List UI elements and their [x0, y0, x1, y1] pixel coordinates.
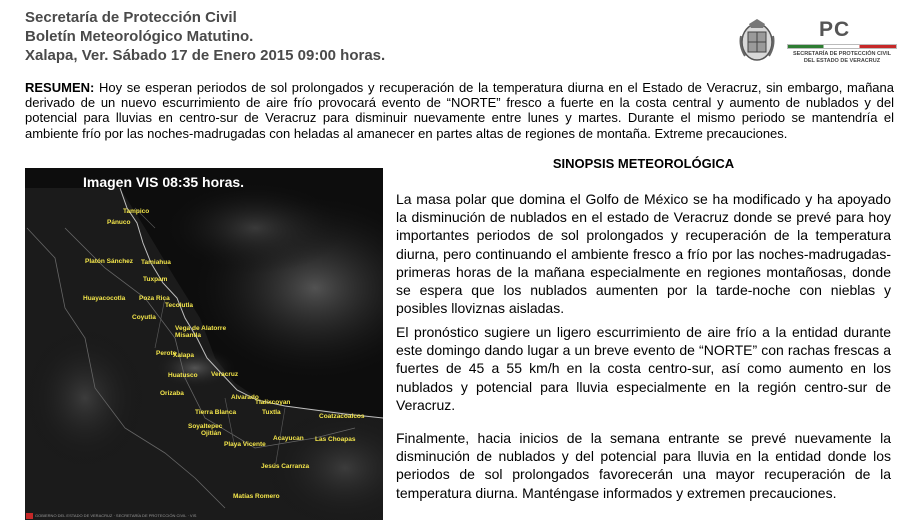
- town-label: Xalapa: [173, 352, 194, 359]
- town-label: Ojitlán: [201, 430, 222, 437]
- town-label: Acayucan: [273, 435, 304, 442]
- town-label: Tamiahua: [141, 259, 171, 266]
- town-label: Misantla: [175, 332, 202, 339]
- town-label: Coyutla: [132, 314, 156, 321]
- town-label: Matías Romero: [233, 493, 280, 500]
- pc-logo-tricolor-bar: [787, 44, 897, 49]
- summary-paragraph: [25, 80, 894, 141]
- bulletin-name: Boletín Meteorológico Matutino.: [25, 28, 254, 45]
- agency-name: Secretaría de Protección Civil: [25, 9, 237, 26]
- satellite-map-graphic: [25, 168, 383, 520]
- pc-logo: [787, 18, 897, 65]
- agency-mark-icon: [26, 513, 33, 519]
- pc-logo-subtitle: SECRETARÍA DE PROTECCIÓN CIVIL DEL ESTADO DE VERACRUZ: [792, 51, 892, 64]
- town-label: Tierra Blanca: [195, 409, 237, 416]
- summary-label: RESUMEN:: [25, 80, 95, 95]
- synopsis-paragraph-3: Finalmente, hacia inicios de la semana entrante se prevé nuevamente la disminución de nublados y del potencial para lluvia en la entidad donde los periodos de sol prolongados favorecerán una mayor recuperación de la temperatura diurna. Manténgase informados y extremen precauciones.: [396, 430, 891, 501]
- satellite-image: [25, 168, 383, 520]
- bulletin-header: [25, 8, 385, 65]
- town-label: Orizaba: [160, 390, 184, 397]
- town-label: Perote: [156, 350, 177, 357]
- town-label: Vega de Alatorre: [175, 325, 227, 332]
- town-label: Tuxpam: [143, 276, 168, 283]
- image-caption: Imagen VIS 08:35 horas.: [83, 174, 245, 190]
- town-label: Jesús Carranza: [261, 463, 310, 470]
- synopsis-paragraph-1: La masa polar que domina el Golfo de México se ha modificado y ha apoyado la disminución de nublados en el estado de Veracruz donde se prevé para hoy importantes periodos de sol prolongados y recuperación de la temperatura diurna, pero continuando el ambiente fresco a frío por las noches-madrugadas-primeras horas de la mañana especialmente en regiones montañosas, donde se espera que los nublados aumenten por la tarde-noche con nieblas y posibles lloviznas aisladas.: [396, 191, 891, 317]
- town-label: Playa Vicente: [224, 441, 266, 448]
- synopsis-paragraph-2: El pronóstico sugiere un ligero escurrimiento de aire frío a la entidad durante este domingo dando lugar a un breve evento de “NORTE” con rachas frescas a fuertes de 45 a 55 km/h en la costa centro-sur, así como aumento en los nublados y potencial para lluvia especialmente en la región centro-sur de Veracruz.: [396, 324, 891, 413]
- town-label: Huatusco: [168, 372, 198, 379]
- town-label: Tecolutla: [165, 302, 194, 309]
- town-label: Veracruz: [211, 371, 239, 378]
- image-credit: GOBIERNO DEL ESTADO DE VERACRUZ · SECRETARÍA DE PROTECCIÓN CIVIL · VIS: [35, 513, 197, 518]
- town-label: Las Choapas: [315, 436, 356, 443]
- logos: [735, 16, 905, 68]
- town-label: Tampico: [123, 208, 150, 215]
- summary-text: Hoy se esperan periodos de sol prolongados y recuperación de la temperatura diurna en el Estado de Veracruz, sin embargo, mañana derivado de un nuevo escurrimiento de aire frío provocará evento de “NORTE” fresco a fuerte en la costa central y aumento de nublados y del potencial para lluvias en centro-sur de Veracruz para disminuir nuevamente entre lunes y martes. Durante el mismo periodo se mantendría el ambiente frío por las noches-madrugadas con heladas al amanecer en partes altas de regiones de montaña. Extreme precauciones.: [25, 80, 894, 141]
- town-label: Coatzacoalcos: [319, 413, 365, 420]
- bulletin-date: Xalapa, Ver. Sábado 17 de Enero 2015 09:00 horas.: [25, 47, 386, 64]
- town-label: Poza Rica: [139, 295, 170, 302]
- town-label: Huayacocotla: [83, 295, 126, 302]
- town-label: Tuxtla: [262, 409, 281, 416]
- town-label: Alvarado: [231, 394, 259, 401]
- town-label: Pánuco: [107, 219, 131, 226]
- town-label: Soyaltepec: [188, 423, 223, 430]
- pc-logo-letters: PC: [819, 18, 851, 41]
- state-seal-icon: [735, 16, 779, 66]
- town-label: Tlalixcoyan: [255, 399, 291, 406]
- town-label: Platón Sánchez: [85, 258, 134, 265]
- synopsis-title: SINOPSIS METEOROLÓGICA: [552, 156, 735, 171]
